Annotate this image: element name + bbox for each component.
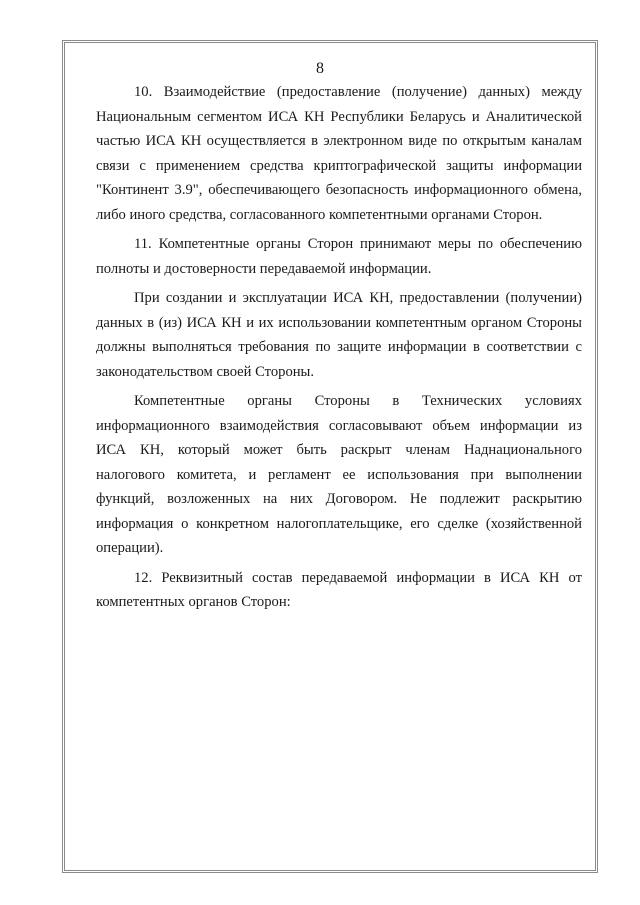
paragraph-11: 11. Компетентные органы Сторон принимают меры по обеспечению полноты и достоверности передаваемой информации. — [96, 236, 582, 277]
document-body — [96, 80, 582, 615]
paragraph-disclosure: Компетентные органы Стороны в Технических условиях информационного взаимодействия согласовывают объем информации из ИСА КН, который может быть раскрыт членам Наднационального налогового комитета, и регламент ее использования при выполнении функций, возложенных на них Договором. Не подлежит раскрытию информация о конкретном налогоплательщике, его сделке (хозяйственной операции). — [96, 393, 582, 556]
paragraph-protection: При создании и эксплуатации ИСА КН, предоставлении (получении) данных в (из) ИСА КН и их использовании компетентным органом Стороны должны выполняться требования по защите информации в соответствии с законодательством своей Стороны. — [96, 290, 582, 380]
paragraph-10: 10. Взаимодействие (предоставление (получение) данных) между Национальным сегментом ИСА КН Республики Беларусь и Аналитической частью ИСА КН осуществляется в электронном виде по открытым каналам связи с применением средства криптографической защиты информации "Континент 3.9", обеспечивающего безопасность информационного обмена, либо иного средства, согласованного компетентными органами Сторон. — [96, 84, 582, 223]
page-number: 8 — [316, 60, 324, 77]
paragraph-12: 12. Реквизитный состав передаваемой информации в ИСА КН от компетентных органов Сторон: — [96, 569, 582, 610]
